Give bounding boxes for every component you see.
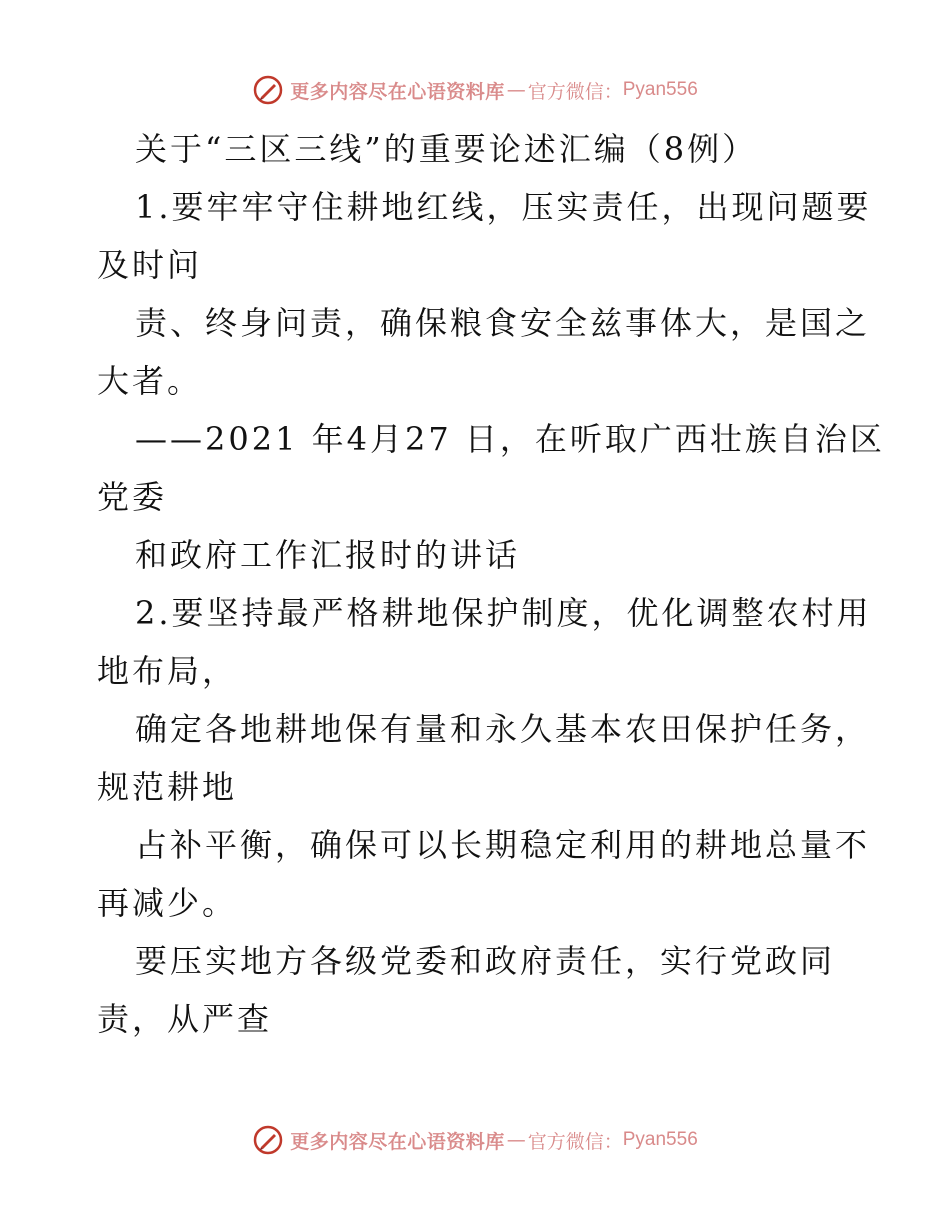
- paragraph-line: 2.要坚持最严格耕地保护制度，优化调整农村用: [135, 594, 872, 632]
- watermark-sub: 官方微信：: [527, 1130, 623, 1153]
- paragraph-line: 1.要牢牢守住耕地红线，压实责任，出现问题要: [135, 188, 872, 226]
- paragraph-line: 党委: [97, 478, 168, 516]
- paragraph-line: 大者。: [97, 362, 203, 400]
- paragraph-line: 及时问: [97, 246, 203, 284]
- watermark-dash: —: [506, 1129, 526, 1151]
- pen-logo-icon: [252, 74, 284, 106]
- pen-logo-icon: [252, 1124, 284, 1156]
- paragraph-line: 要压实地方各级党委和政府责任，实行党政同: [135, 942, 836, 980]
- paragraph-line: 确定各地耕地保有量和永久基本农田保护任务，: [135, 710, 871, 748]
- watermark-dash: —: [506, 79, 526, 101]
- watermark-id: Pyan556: [622, 1129, 698, 1150]
- paragraph-line: 占补平衡，确保可以长期稳定利用的耕地总量不: [135, 826, 871, 864]
- paragraph-line: 再减少。: [97, 884, 238, 922]
- header-watermark: [0, 70, 950, 110]
- paragraph-line: 和政府工作汇报时的讲话: [135, 536, 521, 574]
- footer-watermark: [0, 1120, 950, 1160]
- paragraph-line: 责，从严查: [97, 1000, 273, 1038]
- document-title: 关于“三区三线”的重要论述汇编（8例）: [135, 130, 758, 168]
- paragraph-line: 规范耕地: [97, 768, 238, 806]
- document-body: [97, 120, 885, 1048]
- watermark-text: 更多内容尽在心语资料库: [290, 1130, 505, 1153]
- paragraph-line: 地布局，: [97, 652, 238, 690]
- watermark-text: 更多内容尽在心语资料库: [290, 80, 505, 103]
- watermark-id: Pyan556: [622, 79, 698, 100]
- paragraph-line: ——2021 年4月27 日，在听取广西壮族自治区: [135, 420, 885, 458]
- paragraph-line: 责、终身问责，确保粮食安全兹事体大，是国之: [135, 304, 871, 342]
- watermark-sub: 官方微信：: [527, 80, 623, 103]
